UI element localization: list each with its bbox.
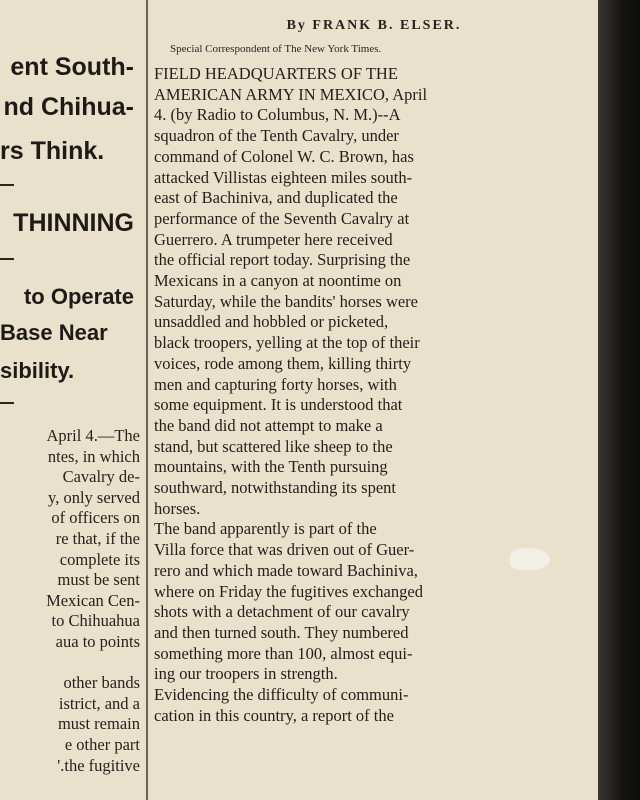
left-headline-7: sibility. xyxy=(0,358,75,383)
article-line: rero and which made toward Bachiniva, xyxy=(154,560,418,580)
article-line: the band did not attempt to make a xyxy=(154,415,383,435)
left-body-line: Cavalry de- xyxy=(62,467,140,487)
article-line: the official report today. Surprising the xyxy=(154,250,411,270)
article-line: men and capturing forty horses, with xyxy=(154,374,397,394)
left-body-line: must remain xyxy=(57,714,140,734)
article-line: mountains, with the Tenth pursuing xyxy=(154,457,388,477)
left-body-line: '.the fugitive xyxy=(57,755,140,775)
article-line: shots with a detachment of our cavalry xyxy=(154,602,410,622)
article-line: black troopers, yelling at the top of their xyxy=(154,333,420,353)
left-body-line: other bands xyxy=(63,673,140,693)
article-line: AMERICAN ARMY IN MEXICO, April xyxy=(154,84,428,104)
left-body-line: to Chihuahua xyxy=(51,611,140,631)
left-divider-2 xyxy=(0,258,14,260)
left-headline-6: Base Near xyxy=(0,320,108,345)
left-divider-3 xyxy=(0,402,14,404)
article-line: 4. (by Radio to Columbus, N. M.)--A xyxy=(154,105,401,125)
article-line: Mexicans in a canyon at noontime on xyxy=(154,271,402,291)
article-line: performance of the Seventh Cavalry at xyxy=(154,208,410,228)
left-body-line: e other part xyxy=(64,734,140,754)
left-body-text xyxy=(0,426,140,776)
article-line: stand, but scattered like sheep to the xyxy=(154,436,393,456)
left-body-line: Mexican Cen- xyxy=(46,590,140,610)
byline: By FRANK B. ELSER. xyxy=(286,18,462,33)
article-line: Guerrero. A trumpeter here received xyxy=(154,229,393,249)
paper-tear xyxy=(510,548,550,570)
article-line: and then turned south. They numbered xyxy=(154,622,409,642)
page-edge-shadow xyxy=(598,0,640,800)
left-column xyxy=(0,0,142,800)
article-line: Villa force that was driven out of Guer- xyxy=(154,540,415,560)
left-divider-1 xyxy=(0,184,14,186)
article-line: something more than 100, almost equi- xyxy=(154,643,413,663)
left-body-line: istrict, and a xyxy=(58,693,140,713)
left-body-line: ntes, in which xyxy=(47,446,140,466)
article-line: attacked Villistas eighteen miles south- xyxy=(154,167,413,187)
left-body-line xyxy=(0,653,140,674)
article-line: southward, notwithstanding its spent xyxy=(154,478,396,498)
article-line: FIELD HEADQUARTERS OF THE xyxy=(154,64,398,83)
left-body-line: y, only served xyxy=(48,487,140,507)
article-line: horses. xyxy=(154,498,201,518)
left-headline-2: nd Chihua- xyxy=(3,93,134,121)
article-line: some equipment. It is understood that xyxy=(154,395,403,415)
left-body-line: aua to points xyxy=(55,631,140,651)
left-headline-5: to Operate xyxy=(23,284,134,309)
article-line: Saturday, while the bandits' horses were xyxy=(154,291,418,311)
article-line: Evidencing the difficulty of communi- xyxy=(154,685,409,705)
article-column xyxy=(152,0,596,800)
article-line: voices, rode among them, killing thirty xyxy=(154,353,412,373)
article-line: where on Friday the fugitives exchanged xyxy=(154,581,423,601)
article-line: squadron of the Tenth Cavalry, under xyxy=(154,126,399,146)
article-line: command of Colonel W. C. Brown, has xyxy=(154,146,414,166)
article-line: ing our troopers in strength. xyxy=(154,664,338,684)
left-headline-3: rs Think. xyxy=(0,137,105,165)
article-line: cation in this country, a report of the xyxy=(154,705,394,725)
left-body-line: re that, if the xyxy=(55,528,140,548)
column-rule xyxy=(146,0,148,800)
left-body-line: of officers on xyxy=(51,508,140,528)
left-body-line: must be sent xyxy=(57,570,140,590)
left-body-line: April 4.—The xyxy=(46,426,140,445)
left-body-line: complete its xyxy=(59,549,140,569)
left-headline-4: THINNING xyxy=(13,209,134,237)
article-line: east of Bachiniva, and duplicated the xyxy=(154,188,398,208)
correspondent-credit: Special Correspondent of The New York Times. xyxy=(170,43,382,55)
article-body xyxy=(154,64,534,727)
left-headline-1: ent South- xyxy=(10,53,134,81)
article-line: unsaddled and hobbled or picketed, xyxy=(154,312,389,332)
article-line: The band apparently is part of the xyxy=(154,519,377,539)
